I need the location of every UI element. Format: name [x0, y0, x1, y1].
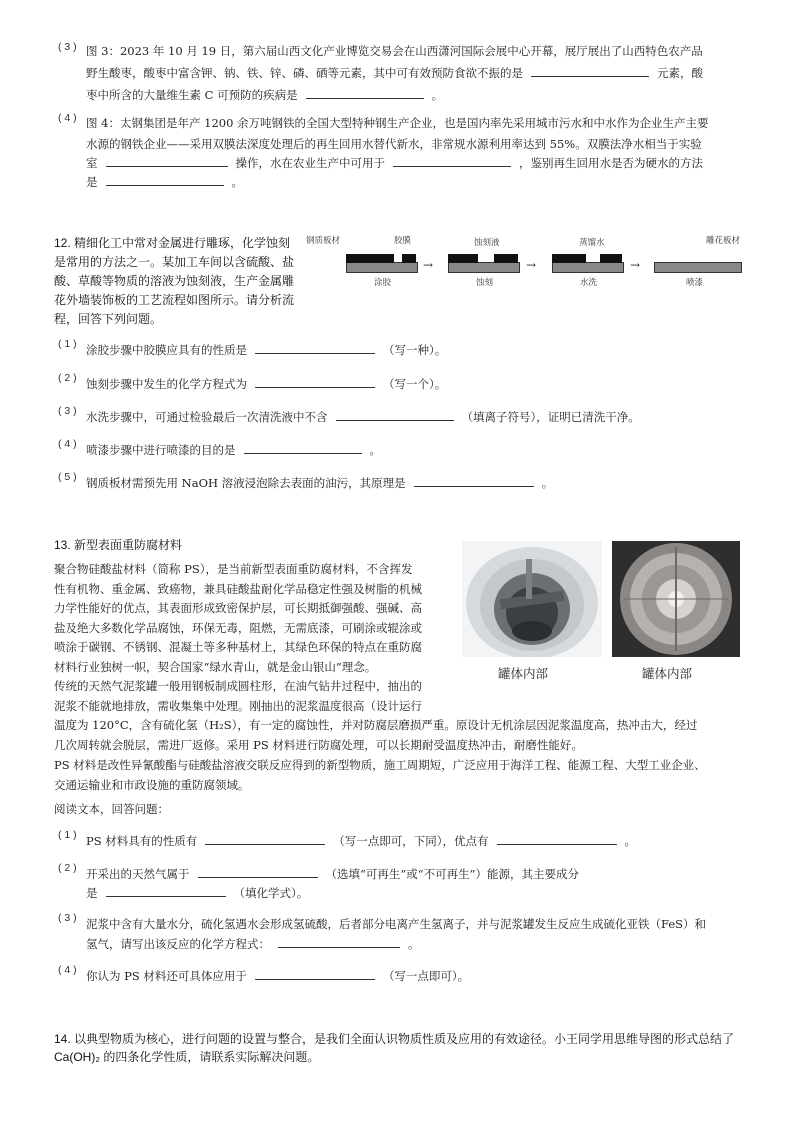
q13-2-tail: （填化学式）。	[233, 886, 309, 900]
q12-intro	[54, 234, 294, 329]
q13-1-text: PS 材料具有的性质有	[86, 834, 198, 848]
q13-2-blank-formula[interactable]	[106, 883, 226, 897]
q11-4-blank-agriculture[interactable]	[393, 153, 511, 167]
q13-2-blank-energy[interactable]	[198, 864, 318, 878]
q13-p2-line: 几次周转就会脱层，需进厂返修。采用 PS 材料进行防腐处理，可以长期耐受温度热冲击，耐磨性能好。	[54, 737, 583, 752]
q13-1-number: ( 1 )	[58, 829, 77, 841]
arrow-2: →	[526, 258, 537, 272]
q13-p3-line: PS 材料是改性异氰酸酯与硅酸盐溶液交联反应得到的新型物质，施工周期短，广泛应用于海洋工程、能源工程、大型工业企业、	[54, 758, 706, 772]
arrow-3: →	[630, 258, 641, 272]
q13-p1-line: 喷涂于碳钢、不锈钢、混凝土等多种基材上，其绿色环保的特点在重防腐	[54, 640, 422, 654]
q13-3-question: 泥浆中含有大量水分，硫化氢遇水会形成氢硫酸，后者部分电离产生氢离子，并与泥浆罐发生反应生成硫化亚铁（FeS）和	[86, 917, 707, 931]
stage2-film	[448, 254, 478, 263]
q12-5-blank[interactable]	[414, 473, 534, 487]
q13-1-blank-advantage[interactable]	[497, 831, 617, 845]
stage3-plate	[552, 262, 624, 273]
q13-paragraph-3	[54, 756, 706, 795]
q13-4-blank[interactable]	[255, 966, 375, 980]
stage1-plate	[346, 262, 418, 273]
q12-intro-line: 程，回答下列问题。	[54, 312, 163, 326]
stage3-film	[552, 254, 586, 263]
label-etching-solution: 蚀刻液	[474, 238, 500, 248]
q13-1-question	[86, 830, 636, 852]
tank-photo-1-graphic	[462, 541, 602, 657]
q12-3-text: 水洗步骤中，可通过检验最后一次清洗液中不含	[86, 410, 328, 424]
q13-p1-line: 材料行业独树一帜，契合国家“绿水青山，就是金山银山”理念。	[54, 659, 377, 674]
stage2-film	[494, 254, 518, 263]
q12-4-question	[86, 439, 381, 461]
q12-intro-line: 12. 精细化工中常对金属进行雕琢，化学蚀刻	[54, 236, 291, 250]
q12-5-number: ( 5 )	[58, 471, 77, 483]
q12-1-tail: （写一种）。	[383, 343, 447, 357]
q11-4-line4-tail: 。	[231, 175, 243, 189]
q11-3-line3-tail: 。	[431, 88, 444, 102]
q11-3-blank-disease[interactable]	[306, 85, 424, 99]
q12-intro-line: 花外墙装饰板的工艺流程如图所示。请分析流	[54, 293, 295, 307]
stage2-plate	[448, 262, 520, 273]
q13-4-question	[86, 965, 469, 987]
q11-4-blank-method[interactable]	[106, 172, 224, 186]
q13-p1-line: 盐及绝大多数化学品腐蚀，环保无毒，阻燃，无需底漆，可刷涂或辊涂或	[54, 620, 422, 635]
q11-4-line1: 图 4：太钢集团是年产 1200 余万吨钢铁的全国大型特种钢生产企业，也是国内率先采用城市污水和中水作为企业生产主要	[86, 116, 709, 130]
q11-3-line3	[86, 84, 443, 106]
q11-3-line2-tail: 元素，酸	[657, 66, 703, 80]
q13-2-number: ( 2 )	[58, 862, 77, 874]
q13-p2-line: 温度为 120°C，含有硫化氢（H₂S），有一定的腐蚀性，并对防腐层磨损严重。原设计无机涂层因泥浆温度高，热冲击大，经过	[54, 718, 698, 732]
q12-1-question	[86, 339, 446, 361]
q11-4-number: ( 4 )	[58, 112, 77, 124]
q14-line1: 14. 以典型物质为核心，进行问题的设置与整合，是我们全面认识物质性质及应用的有效途径。小王同学用思维导图的形式总结了	[54, 1032, 735, 1046]
label-distilled-water: 蒸馏水	[579, 238, 605, 248]
q13-1-mid: （写一点即可，下同），优点有	[333, 834, 489, 848]
step-spray: 喷漆	[686, 278, 704, 288]
q13-3-number: ( 3 )	[58, 912, 77, 924]
q13-title: 13. 新型表面重防腐材料	[54, 538, 183, 552]
q11-4-line2: 水源的钢铁企业——采用双膜法深度处理后的再生回用水替代新水，非常规水源利用率达到 55%。双膜法净水相当于实验	[86, 137, 702, 151]
q13-p1-line: 性有机物、重金属、致癌物，兼具硅酸盐耐化学品稳定性强及树脂的机械	[54, 581, 422, 596]
q12-2-tail: （写一个）。	[383, 377, 447, 391]
q12-5-question	[86, 472, 553, 494]
q13-p1-line: 力学性能好的优点，其表面形成致密保护层，可长期抵御强酸、强碱、高	[54, 601, 422, 615]
q13-paragraph-1	[54, 560, 454, 677]
q11-4-line3-text: 室	[86, 156, 98, 170]
q11-4-line4	[86, 171, 243, 193]
q13-2-question-cont	[86, 882, 308, 904]
q11-3-blank-element[interactable]	[531, 63, 649, 77]
q11-3-line3-text: 枣中所含的大量维生素 C 可预防的疾病是	[86, 88, 298, 102]
q13-3-cont-text: 氢气，请写出该反应的化学方程式：	[86, 937, 270, 951]
q12-1-number: ( 1 )	[58, 338, 77, 350]
process-flow-diagram	[304, 230, 754, 290]
q12-4-number: ( 4 )	[58, 438, 77, 450]
q12-4-text: 喷漆步骤中进行喷漆的目的是	[86, 443, 236, 457]
q13-1-blank-property[interactable]	[205, 831, 325, 845]
tank-interior-photo-1	[462, 541, 602, 657]
step-coat: 涂胶	[374, 278, 392, 288]
q11-3-number: ( 3 )	[58, 41, 77, 53]
q13-1-tail: 。	[624, 834, 637, 848]
q12-2-number: ( 2 )	[58, 372, 77, 384]
q13-2-text: 开采出的天然气属于	[86, 867, 190, 881]
q13-4-tail: （写一点即可）。	[382, 969, 470, 983]
q13-p2-line: 传统的天然气泥浆罐一般用钢板制成圆柱形，在油气钻井过程中，抽出的	[54, 679, 422, 693]
q12-2-question	[86, 373, 446, 395]
q13-4-text: 你认为 PS 材料还可具体应用于	[86, 969, 247, 983]
stage3-film	[600, 254, 622, 263]
tank-interior-photo-2	[612, 541, 740, 657]
stage4-plate	[654, 262, 742, 273]
photo-caption-2: 罐体内部	[642, 666, 693, 681]
q13-4-number: ( 4 )	[58, 964, 77, 976]
q13-p3-line: 交通运输业和市政设施的重防腐领域。	[54, 777, 250, 792]
q14-line2: Ca(OH)₂ 的四条化学性质，请联系实际解决问题。	[54, 1050, 320, 1064]
q12-2-blank[interactable]	[255, 374, 375, 388]
q12-3-blank[interactable]	[336, 407, 454, 421]
step-wash: 水洗	[580, 278, 598, 288]
q11-4-line4-text: 是	[86, 175, 98, 189]
q12-intro-line: 酸、草酸等物质的溶液为蚀刻液，生产金属雕	[54, 274, 295, 288]
photo-caption-1: 罐体内部	[498, 666, 549, 681]
q13-2-mid: （选填“可再生”或“不可再生”）能源，其主要成分	[325, 867, 580, 881]
q11-3-line1: 图 3：2023 年 10 月 19 日，第六届山西文化产业博览交易会在山西潇河国际会展中心开幕，展厅展出了山西特色农产品	[86, 44, 703, 58]
q13-2-cont-text: 是	[86, 886, 98, 900]
q12-4-tail: 。	[369, 443, 381, 457]
label-steel-plate: 钢质板材	[306, 236, 341, 246]
q12-3-number: ( 3 )	[58, 405, 77, 417]
q13-p2-line: 泥浆不能就地排放，需收集集中处理。刚抽出的泥浆温度很高（设计运行	[54, 698, 422, 713]
label-carved-plate: 雕花板材	[706, 236, 741, 246]
q12-intro-line: 是常用的方法之一。某加工车间以含硫酸、盐	[54, 255, 295, 269]
q11-3-line2-text: 野生酸枣，酸枣中富含钾、钠、铁、锌、磷、硒等元素，其中可有效预防食欲不振的是	[86, 66, 523, 80]
q12-3-question	[86, 406, 640, 428]
q12-5-tail: 。	[541, 476, 554, 490]
arrow-1: →	[423, 258, 434, 272]
q13-paragraph-2	[54, 677, 697, 755]
stage1-film	[402, 254, 416, 263]
tank-photo-2-graphic	[612, 541, 740, 657]
q12-1-blank[interactable]	[255, 340, 375, 354]
q13-3-blank-equation[interactable]	[278, 934, 400, 948]
q11-3-line2	[86, 62, 703, 84]
q13-3-tail: 。	[408, 937, 420, 951]
q11-4-blank-operation[interactable]	[106, 153, 228, 167]
q13-3-question-cont	[86, 933, 420, 955]
q12-2-text: 蚀刻步骤中发生的化学方程式为	[86, 377, 247, 391]
q11-4-line3-mid: 操作，水在农业生产中可用于	[235, 156, 385, 170]
q13-p1-line: 聚合物硅酸盐材料（简称 PS），是当前新型表面重防腐材料，不含挥发	[54, 562, 413, 576]
label-film: 胶膜	[394, 236, 412, 246]
q11-4-line3-tail: ，鉴别再生回用水是否为硬水的方法	[519, 156, 703, 170]
q12-1-text: 涂胶步骤中胶膜应具有的性质是	[86, 343, 247, 357]
q12-3-tail: （填离子符号），证明已清洗干净。	[461, 410, 640, 424]
stage1-film	[346, 254, 394, 263]
q12-5-text: 钢质板材需预先用 NaOH 溶液浸泡除去表面的油污，其原理是	[86, 476, 406, 490]
q13-read-instruction: 阅读文本，回答问题：	[54, 802, 169, 816]
step-etch: 蚀刻	[476, 278, 494, 288]
q12-4-blank[interactable]	[244, 440, 362, 454]
